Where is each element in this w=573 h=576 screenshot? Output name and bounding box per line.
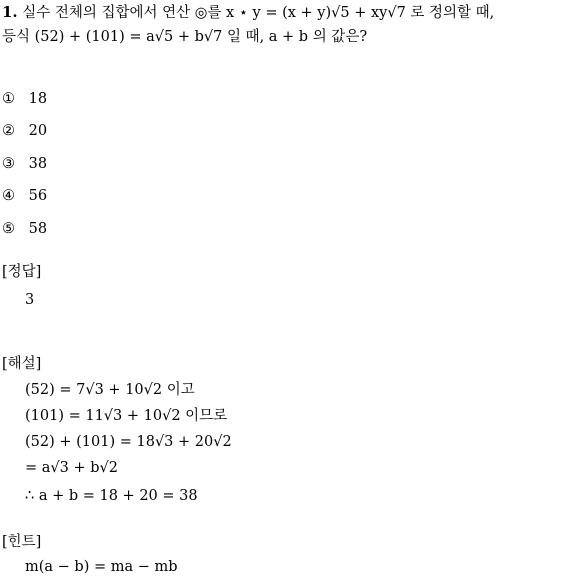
solution-line-3: (52) + (101) = 18√3 + 20√2 bbox=[25, 434, 232, 450]
question-line-1 bbox=[2, 3, 494, 22]
option-value: 38 bbox=[28, 156, 48, 172]
question-number: 1. bbox=[2, 3, 18, 21]
option-mark: ③ bbox=[2, 156, 15, 172]
question-text-1: 실수 전체의 집합에서 연산 ◎를 x ⋆ y = (x + y)√5 + xy√7 로 정의할 때, bbox=[22, 5, 495, 21]
option-mark: ④ bbox=[2, 188, 15, 204]
option-mark: ② bbox=[2, 123, 15, 139]
option-3[interactable] bbox=[2, 155, 47, 173]
solution-label: [해설] bbox=[2, 356, 42, 372]
option-1[interactable] bbox=[2, 90, 47, 108]
option-value: 18 bbox=[28, 91, 48, 107]
answer-value: 3 bbox=[25, 292, 35, 308]
option-value: 20 bbox=[28, 123, 48, 139]
option-mark: ⑤ bbox=[2, 221, 15, 237]
option-value: 56 bbox=[28, 188, 48, 204]
answer-label: [정답] bbox=[2, 264, 42, 280]
option-value: 58 bbox=[28, 221, 48, 237]
solution-line-4: = a√3 + b√2 bbox=[25, 460, 118, 476]
option-mark: ① bbox=[2, 91, 15, 107]
hint-label: [힌트] bbox=[2, 534, 42, 550]
option-4[interactable] bbox=[2, 187, 47, 205]
option-2[interactable] bbox=[2, 122, 47, 140]
solution-line-2: (101) = 11√3 + 10√2 이므로 bbox=[25, 408, 228, 424]
solution-line-5: ∴ a + b = 18 + 20 = 38 bbox=[25, 488, 198, 504]
hint-text: m(a − b) = ma − mb bbox=[25, 559, 178, 575]
option-5[interactable] bbox=[2, 220, 47, 238]
solution-line-1: (52) = 7√3 + 10√2 이고 bbox=[25, 382, 195, 398]
question-line-2: 등식 (52) + (101) = a√5 + b√7 일 때, a + b 의 값은? bbox=[2, 29, 368, 45]
